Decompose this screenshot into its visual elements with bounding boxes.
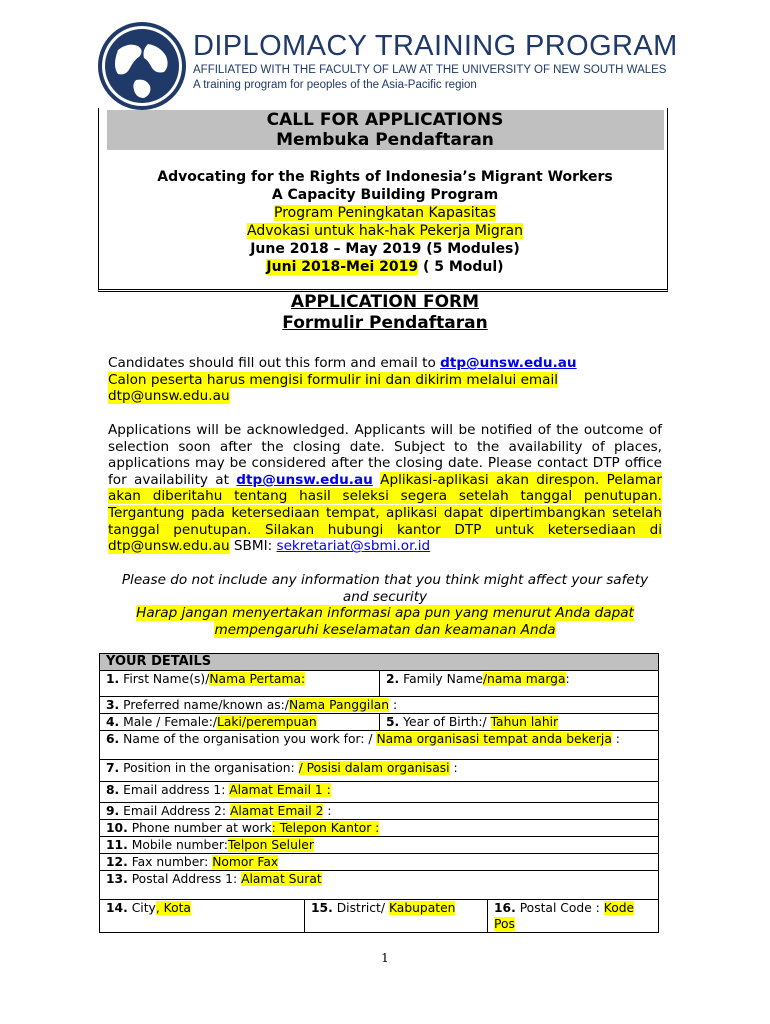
program-dates: June 2018 – May 2019 (5 Modules) xyxy=(250,241,520,257)
dtp-email-link-2[interactable]: dtp@unsw.edu.au xyxy=(236,471,373,488)
field-email-1[interactable]: 8. Email address 1: Alamat Email 1 : xyxy=(100,782,659,803)
field-fax[interactable]: 12. Fax number: Nomor Fax xyxy=(100,854,659,871)
program-type: A Capacity Building Program xyxy=(271,187,499,203)
org-tagline: A training program for peoples of the Asia-Pacific region xyxy=(193,79,477,91)
call-title: CALL FOR APPLICATIONS xyxy=(266,110,504,130)
details-table xyxy=(99,653,659,933)
field-mobile[interactable]: 11. Mobile number:Telpon Seluler xyxy=(100,837,659,854)
field-family-name[interactable]: 2. Family Name/nama marga: xyxy=(380,671,659,697)
program-name-id: Advokasi untuk hak-hak Pekerja Migran xyxy=(247,223,523,239)
details-header: YOUR DETAILS xyxy=(100,654,659,671)
call-subtitle: Membuka Pendaftaran xyxy=(276,130,494,150)
field-position[interactable]: 7. Position in the organisation: / Posisi dalam organisasi : xyxy=(100,760,659,782)
field-year-of-birth[interactable]: 5. Year of Birth:/ Tahun lahir xyxy=(380,714,659,731)
page-number: 1 xyxy=(381,951,389,965)
field-city[interactable]: 14. City, Kota xyxy=(100,900,305,933)
field-first-name[interactable]: 1. First Name(s)/Nama Pertama: xyxy=(100,671,380,697)
form-title: APPLICATION FORM xyxy=(290,292,480,312)
form-subtitle: Formulir Pendaftaran xyxy=(282,313,488,333)
globe-logo-icon xyxy=(96,20,188,112)
org-affiliation: AFFILIATED WITH THE FACULTY OF LAW AT THE UNIVERSITY OF NEW SOUTH WALES xyxy=(193,64,667,76)
field-email-2[interactable]: 9. Email Address 2: Alamat Email 2 : xyxy=(100,803,659,820)
sbmi-email-link[interactable]: sekretariat@sbmi.or.id xyxy=(276,538,431,555)
safety-note: Please do not include any information that you think might affect your safety and security Harap jangan menyertakan informasi apa pun yang menurut Anda dapat mempengaruhi keselamatan dan keamanan Anda xyxy=(121,572,649,638)
field-gender[interactable]: 4. Male / Female:/Laki/perempuan xyxy=(100,714,380,731)
field-organisation[interactable]: 6. Name of the organisation you work for: / Nama organisasi tempat anda bekerja : xyxy=(100,731,659,760)
program-dates-id: Juni 2018-Mei 2019 ( 5 Modul) xyxy=(266,259,504,275)
field-preferred-name[interactable]: 3. Preferred name/known as:/Nama Panggilan : xyxy=(100,697,659,714)
program-type-id: Program Peningkatan Kapasitas xyxy=(274,205,496,221)
field-postal-address[interactable]: 13. Postal Address 1: Alamat Surat xyxy=(100,871,659,900)
dtp-email-link[interactable]: dtp@unsw.edu.au xyxy=(440,355,577,371)
org-title: DIPLOMACY TRAINING PROGRAM xyxy=(193,30,678,62)
program-name: Advocating for the Rights of Indonesia’s Migrant Workers xyxy=(157,169,613,185)
intro-paragraph: Candidates should fill out this form and email to dtp@unsw.edu.au Calon peserta harus mengisi formulir ini dan dikirim melalui email dtp@unsw.edu.au xyxy=(108,355,577,405)
notice-paragraph: Applications will be acknowledged. Applicants will be notified of the outcome of selection soon after the closing date. Subject to the availability of places, applications may be considered after the closing date. Please contact DTP office for availability at dtp@unsw.edu.au Aplikasi-aplikasi akan direspon. Pelamar akan diberitahu tentang hasil seleksi segera setelah tanggal penutupan. Tergantung pada ketersediaan tempat, aplikasi dapat dipertimbangkan setelah tanggal penutupan. Silakan hubungi kantor DTP untuk ketersediaan di dtp@unsw.edu.au SBMI: sekretariat@sbmi.or.id xyxy=(108,422,662,555)
field-work-phone[interactable]: 10. Phone number at work: Telepon Kantor : xyxy=(100,820,659,837)
field-postal-code[interactable]: 16. Postal Code : Kode Pos xyxy=(488,900,659,933)
field-district[interactable]: 15. District/ Kabupaten xyxy=(305,900,488,933)
